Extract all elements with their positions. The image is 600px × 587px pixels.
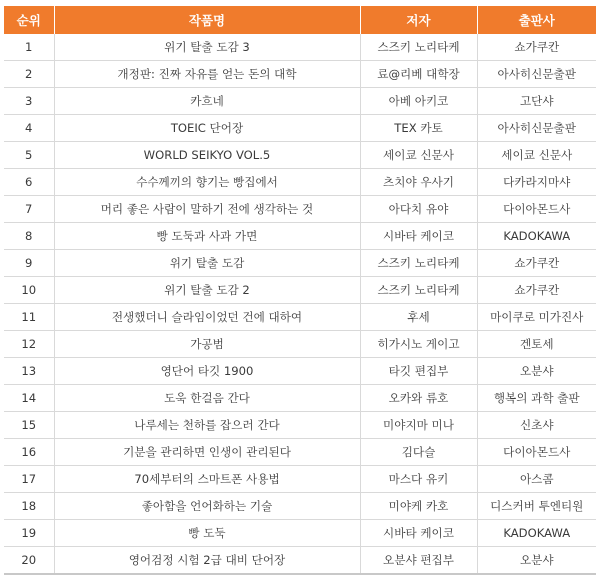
publisher-cell: 행복의 과학 출판 [477, 385, 596, 412]
author-cell: 츠치야 우사기 [360, 169, 477, 196]
publisher-cell: 아사히신문출판 [477, 115, 596, 142]
title-cell: 카흐네 [54, 88, 360, 115]
table-row [4, 169, 596, 196]
rank-cell: 16 [4, 439, 54, 466]
publisher-cell: 마이쿠로 미가진사 [477, 304, 596, 331]
table-row [4, 547, 596, 575]
publisher-cell: 쇼가쿠칸 [477, 250, 596, 277]
author-cell: 스즈키 노리타케 [360, 250, 477, 277]
rank-cell: 9 [4, 250, 54, 277]
publisher-cell: KADOKAWA [477, 520, 596, 547]
rank-cell: 11 [4, 304, 54, 331]
publisher-cell: 쇼가쿠칸 [477, 277, 596, 304]
author-cell: 오카와 류호 [360, 385, 477, 412]
author-cell: 마스다 유키 [360, 466, 477, 493]
author-cell: 스즈키 노리타케 [360, 277, 477, 304]
publisher-cell: 아사히신문출판 [477, 61, 596, 88]
author-cell: 세이쿄 신문사 [360, 142, 477, 169]
rank-cell: 13 [4, 358, 54, 385]
title-cell: 빵 도둑과 사과 가면 [54, 223, 360, 250]
title-cell: 빵 도둑 [54, 520, 360, 547]
publisher-cell: 겐토세 [477, 331, 596, 358]
rank-cell: 14 [4, 385, 54, 412]
bestseller-ranking-table [4, 6, 596, 575]
publisher-cell: 신초샤 [477, 412, 596, 439]
rank-cell: 19 [4, 520, 54, 547]
table-row [4, 223, 596, 250]
table-header-row [4, 6, 596, 34]
header-title: 작품명 [54, 6, 360, 34]
author-cell: 스즈키 노리타케 [360, 34, 477, 61]
rank-cell: 2 [4, 61, 54, 88]
publisher-cell: 다카라지마샤 [477, 169, 596, 196]
title-cell: 영어검정 시험 2급 대비 단어장 [54, 547, 360, 575]
author-cell: 히가시노 게이고 [360, 331, 477, 358]
title-cell: 70세부터의 스마트폰 사용법 [54, 466, 360, 493]
title-cell: 나루세는 천하를 잡으러 간다 [54, 412, 360, 439]
table-row [4, 304, 596, 331]
publisher-cell: 쇼가쿠칸 [477, 34, 596, 61]
title-cell: 기분을 관리하면 인생이 관리된다 [54, 439, 360, 466]
table-row [4, 466, 596, 493]
rank-cell: 12 [4, 331, 54, 358]
author-cell: 타깃 편집부 [360, 358, 477, 385]
rank-cell: 18 [4, 493, 54, 520]
title-cell: 좋아함을 언어화하는 기술 [54, 493, 360, 520]
rank-cell: 3 [4, 88, 54, 115]
author-cell: 아다치 유야 [360, 196, 477, 223]
rank-cell: 17 [4, 466, 54, 493]
author-cell: 미야지마 미나 [360, 412, 477, 439]
publisher-cell: 디스커버 투엔티원 [477, 493, 596, 520]
author-cell: 아베 아키코 [360, 88, 477, 115]
title-cell: 개정판: 진짜 자유를 얻는 돈의 대학 [54, 61, 360, 88]
author-cell: TEX 카토 [360, 115, 477, 142]
table-row [4, 88, 596, 115]
title-cell: 위기 탈출 도감 [54, 250, 360, 277]
author-cell: 후세 [360, 304, 477, 331]
author-cell: 시바타 케이코 [360, 223, 477, 250]
table-row [4, 250, 596, 277]
rank-cell: 20 [4, 547, 54, 575]
table-row [4, 34, 596, 61]
rank-cell: 4 [4, 115, 54, 142]
title-cell: TOEIC 단어장 [54, 115, 360, 142]
header-publisher: 출판사 [477, 6, 596, 34]
publisher-cell: 다이아몬드사 [477, 196, 596, 223]
header-rank: 순위 [4, 6, 54, 34]
publisher-cell: 다이아몬드사 [477, 439, 596, 466]
publisher-cell: KADOKAWA [477, 223, 596, 250]
title-cell: 위기 탈출 도감 3 [54, 34, 360, 61]
publisher-cell: 아스콤 [477, 466, 596, 493]
table-row [4, 115, 596, 142]
publisher-cell: 고단샤 [477, 88, 596, 115]
rank-cell: 8 [4, 223, 54, 250]
title-cell: 도욱 한걸음 간다 [54, 385, 360, 412]
title-cell: 영단어 타깃 1900 [54, 358, 360, 385]
table-body [4, 34, 596, 574]
table-row [4, 142, 596, 169]
author-cell: 시바타 케이코 [360, 520, 477, 547]
title-cell: 가공범 [54, 331, 360, 358]
rank-cell: 7 [4, 196, 54, 223]
rank-cell: 1 [4, 34, 54, 61]
header-author: 저자 [360, 6, 477, 34]
rank-cell: 15 [4, 412, 54, 439]
table-row [4, 439, 596, 466]
title-cell: 수수께끼의 향기는 빵집에서 [54, 169, 360, 196]
rank-cell: 10 [4, 277, 54, 304]
table-row [4, 493, 596, 520]
table-row [4, 61, 596, 88]
table-row [4, 520, 596, 547]
author-cell: 김다슬 [360, 439, 477, 466]
table-row [4, 412, 596, 439]
title-cell: 전생했더니 슬라임이었던 건에 대하여 [54, 304, 360, 331]
table-row [4, 385, 596, 412]
table-row [4, 196, 596, 223]
title-cell: 위기 탈출 도감 2 [54, 277, 360, 304]
author-cell: 료@리베 대학장 [360, 61, 477, 88]
title-cell: WORLD SEIKYO VOL.5 [54, 142, 360, 169]
rank-cell: 6 [4, 169, 54, 196]
table-row [4, 277, 596, 304]
publisher-cell: 오분샤 [477, 547, 596, 575]
table-row [4, 358, 596, 385]
title-cell: 머리 좋은 사람이 말하기 전에 생각하는 것 [54, 196, 360, 223]
author-cell: 미야케 카호 [360, 493, 477, 520]
author-cell: 오분샤 편집부 [360, 547, 477, 575]
rank-cell: 5 [4, 142, 54, 169]
publisher-cell: 오분샤 [477, 358, 596, 385]
publisher-cell: 세이쿄 신문사 [477, 142, 596, 169]
table-row [4, 331, 596, 358]
